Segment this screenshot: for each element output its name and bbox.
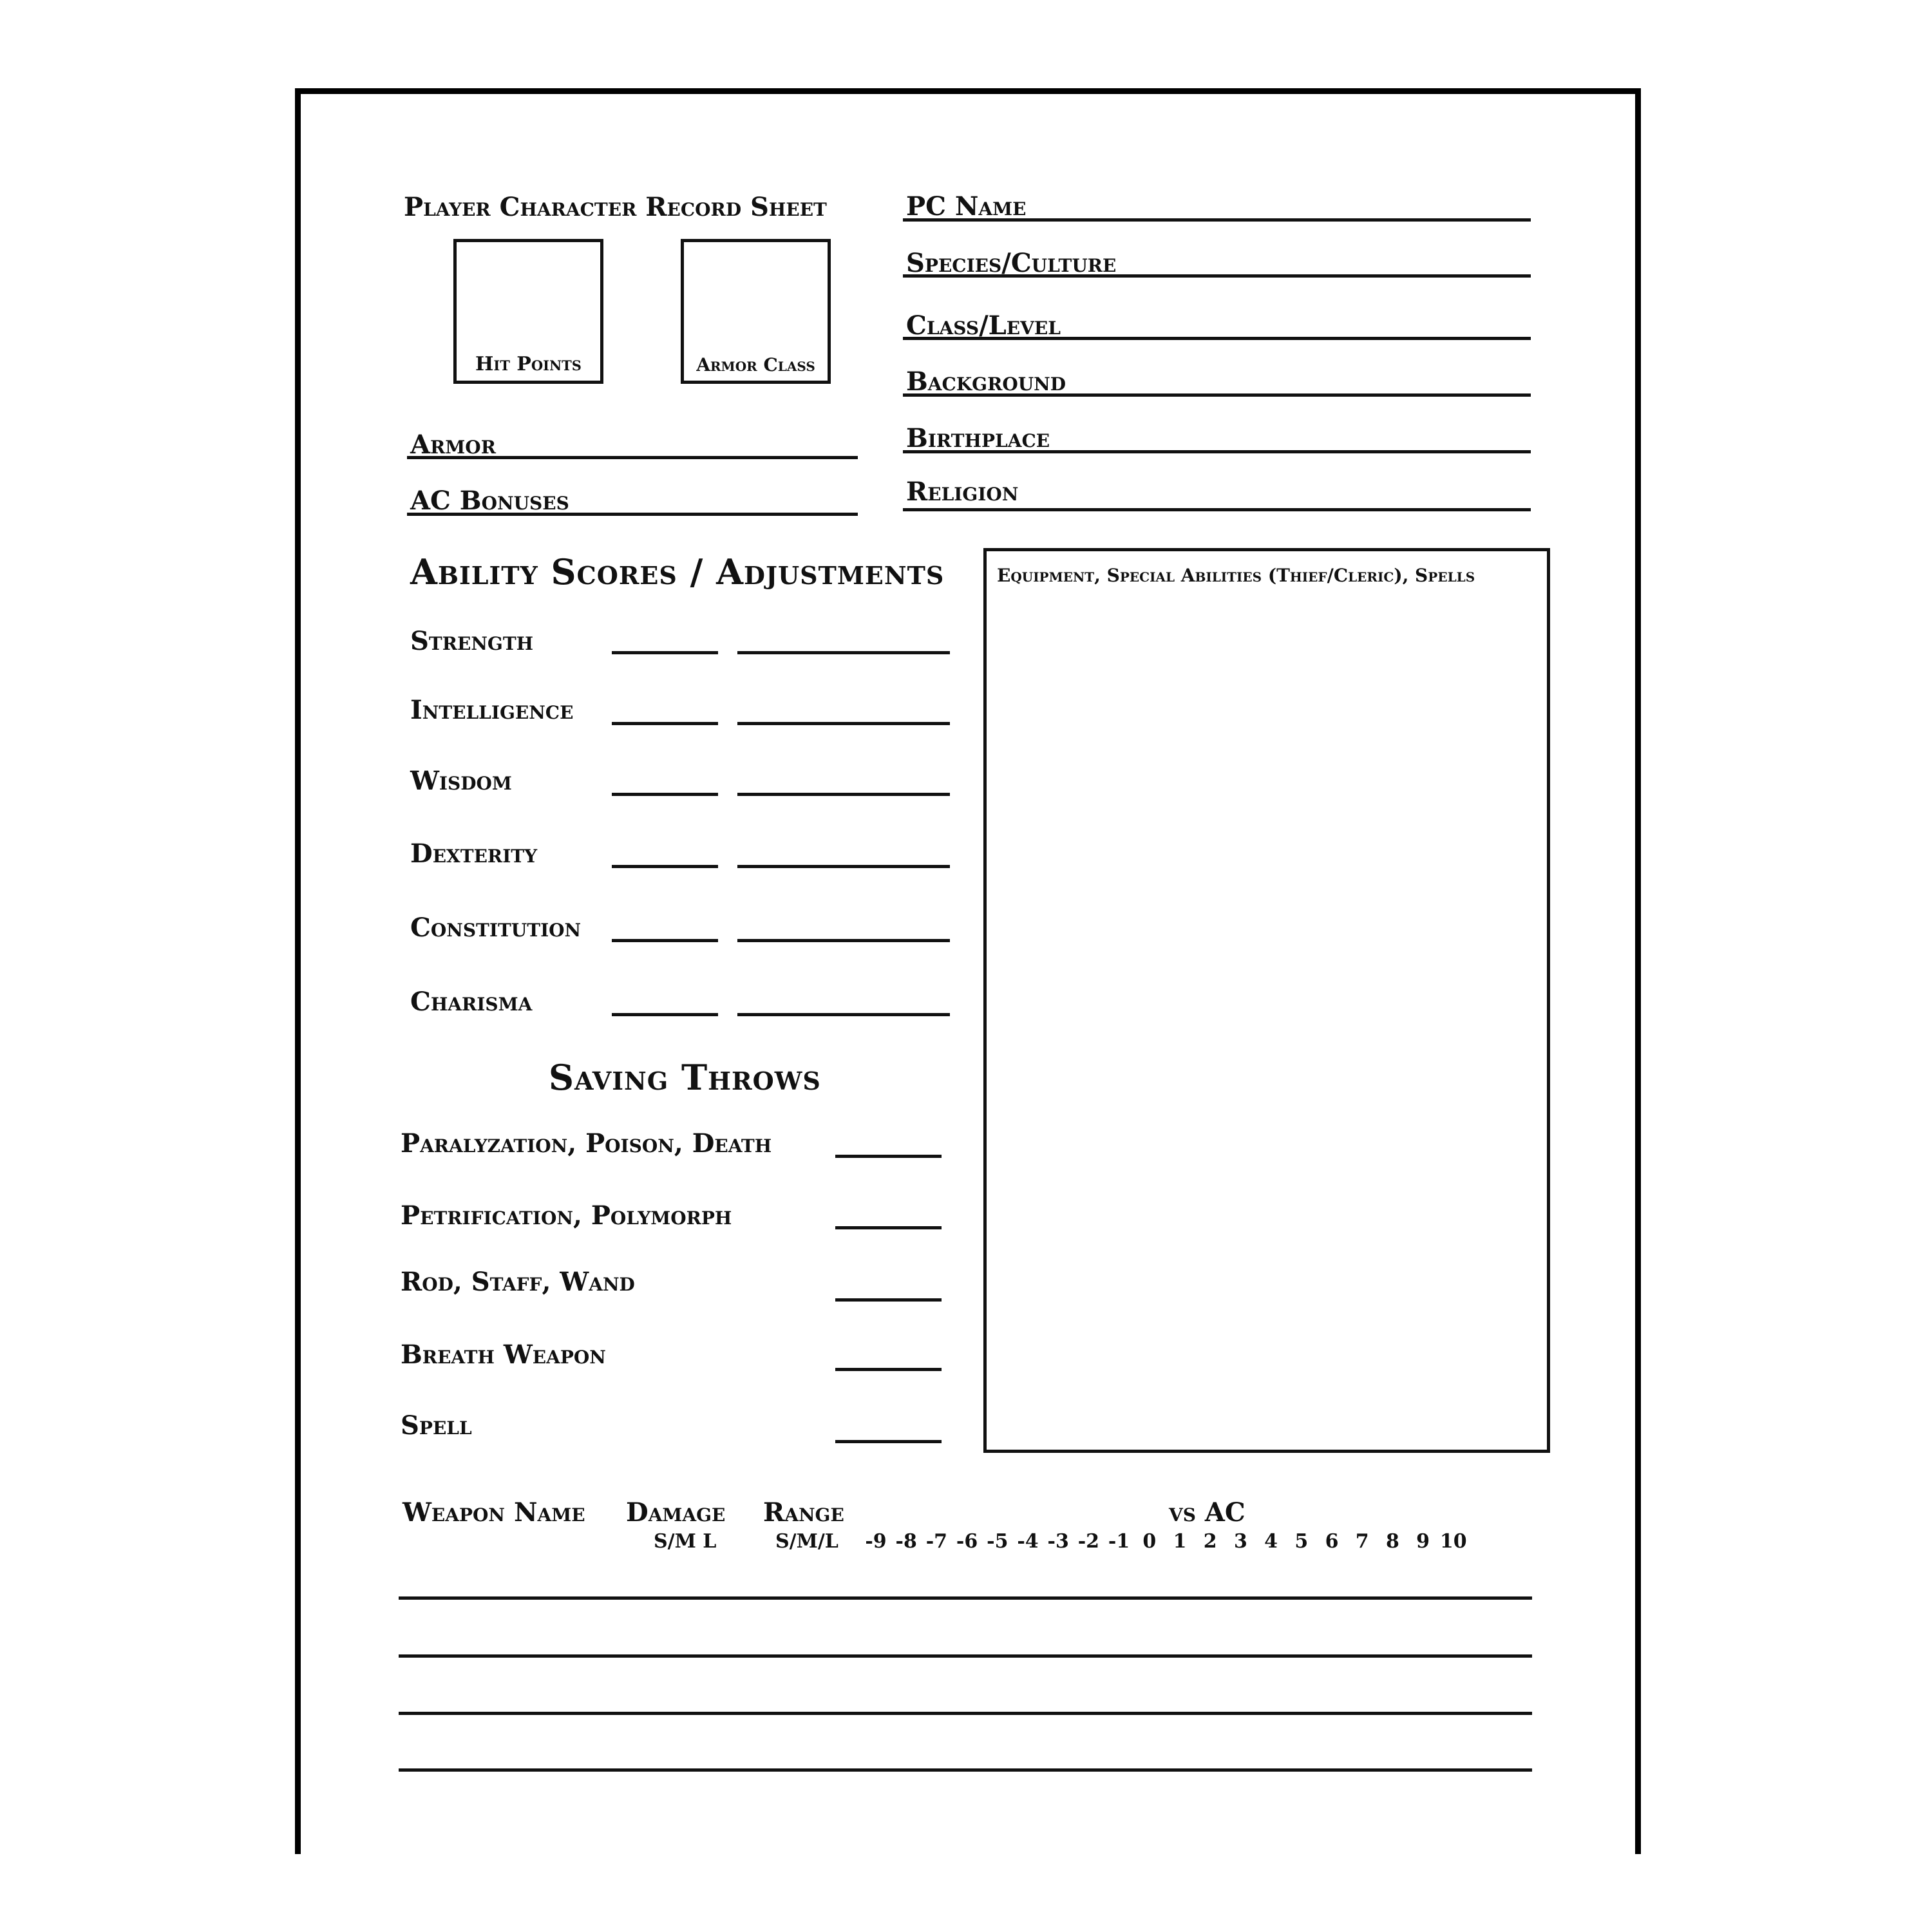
saving-throws-heading: Saving Throws (549, 1057, 821, 1098)
ac-value: -5 (987, 1530, 1009, 1553)
save-breath-weapon-field[interactable] (835, 1368, 942, 1371)
pc-name-label: PC Name (906, 191, 1027, 222)
weapon-row[interactable] (399, 1768, 1532, 1772)
pc-name-field[interactable] (903, 218, 1531, 222)
class-level-field[interactable] (903, 337, 1531, 340)
ability-strength-label: Strength (410, 626, 534, 656)
ability-dexterity-label: Dexterity (410, 838, 538, 869)
ac-bonuses-label: AC Bonuses (410, 486, 569, 516)
ac-value: 7 (1355, 1530, 1369, 1553)
save-petrification-label: Petrification, Polymorph (401, 1200, 732, 1231)
ability-wisdom-score[interactable] (612, 793, 718, 796)
species-label: Species/Culture (906, 248, 1117, 278)
birthplace-label: Birthplace (906, 423, 1050, 453)
ability-constitution-adjustment[interactable] (737, 939, 950, 942)
vs-ac-header: vs AC (1169, 1497, 1245, 1528)
ac-value: -1 (1108, 1530, 1130, 1553)
ac-value: -3 (1047, 1530, 1069, 1553)
class-level-label: Class/Level (906, 310, 1061, 341)
ac-value: 2 (1203, 1530, 1217, 1553)
ac-values-row (861, 1532, 1563, 1558)
weapon-row[interactable] (399, 1596, 1532, 1600)
background-field[interactable] (903, 393, 1531, 397)
damage-size-header: S/M L (654, 1530, 717, 1553)
ac-value: -4 (1017, 1530, 1039, 1553)
ability-dexterity-score[interactable] (612, 865, 718, 868)
save-spell-field[interactable] (835, 1440, 942, 1443)
ac-value: 1 (1173, 1530, 1187, 1553)
hit-points-box[interactable] (453, 239, 603, 384)
ac-value: 0 (1142, 1530, 1157, 1553)
armor-class-label: Armor Class (696, 354, 815, 375)
equipment-label: Equipment, Special Abilities (Thief/Cleric), Spells (997, 565, 1475, 586)
ac-value: -6 (956, 1530, 978, 1553)
save-paralyzation-field[interactable] (835, 1155, 942, 1158)
armor-class-box[interactable] (681, 239, 831, 384)
range-size-header: S/M/L (775, 1530, 838, 1553)
save-rod-staff-wand-field[interactable] (835, 1298, 942, 1302)
weapon-row[interactable] (399, 1712, 1532, 1715)
ability-constitution-score[interactable] (612, 939, 718, 942)
armor-label: Armor (410, 430, 496, 460)
ac-value: -8 (895, 1530, 917, 1553)
ability-intelligence-score[interactable] (612, 722, 718, 725)
ac-value: 9 (1416, 1530, 1430, 1553)
save-rod-staff-wand-label: Rod, Staff, Wand (401, 1267, 635, 1297)
weapon-row[interactable] (399, 1654, 1532, 1658)
ac-value: 4 (1264, 1530, 1278, 1553)
background-label: Background (906, 366, 1066, 397)
sheet-title: Player Character Record Sheet (404, 192, 827, 222)
ac-value: 10 (1439, 1530, 1467, 1553)
ability-scores-heading: Ability Scores / Adjustments (410, 551, 945, 592)
save-petrification-field[interactable] (835, 1226, 942, 1229)
ability-constitution-label: Constitution (410, 913, 582, 943)
ability-charisma-score[interactable] (612, 1013, 718, 1016)
weapon-name-header: Weapon Name (402, 1497, 585, 1528)
ability-wisdom-adjustment[interactable] (737, 793, 950, 796)
ability-intelligence-adjustment[interactable] (737, 722, 950, 725)
species-field[interactable] (903, 274, 1531, 278)
ac-value: 8 (1385, 1530, 1399, 1553)
ac-value: 3 (1233, 1530, 1247, 1553)
ac-value: -9 (865, 1530, 887, 1553)
ac-value: 6 (1325, 1530, 1339, 1553)
ability-charisma-adjustment[interactable] (737, 1013, 950, 1016)
ac-bonuses-field[interactable] (407, 513, 858, 516)
religion-label: Religion (906, 477, 1019, 507)
save-breath-weapon-label: Breath Weapon (401, 1340, 606, 1370)
birthplace-field[interactable] (903, 450, 1531, 453)
ac-value: 5 (1294, 1530, 1309, 1553)
ac-value: -2 (1077, 1530, 1100, 1553)
range-header: Range (763, 1497, 844, 1528)
hit-points-label: Hit Points (475, 353, 582, 375)
equipment-box[interactable] (983, 548, 1550, 1453)
ability-strength-score[interactable] (612, 651, 718, 654)
religion-field[interactable] (903, 508, 1531, 511)
record-sheet (295, 88, 1641, 1854)
ability-intelligence-label: Intelligence (410, 695, 574, 725)
ability-dexterity-adjustment[interactable] (737, 865, 950, 868)
ability-charisma-label: Charisma (410, 987, 533, 1017)
ability-strength-adjustment[interactable] (737, 651, 950, 654)
armor-field[interactable] (407, 456, 858, 459)
save-spell-label: Spell (401, 1410, 472, 1441)
damage-header: Damage (626, 1497, 726, 1528)
ability-wisdom-label: Wisdom (410, 766, 512, 796)
save-paralyzation-label: Paralyzation, Poison, Death (401, 1128, 772, 1159)
ac-value: -7 (925, 1530, 948, 1553)
